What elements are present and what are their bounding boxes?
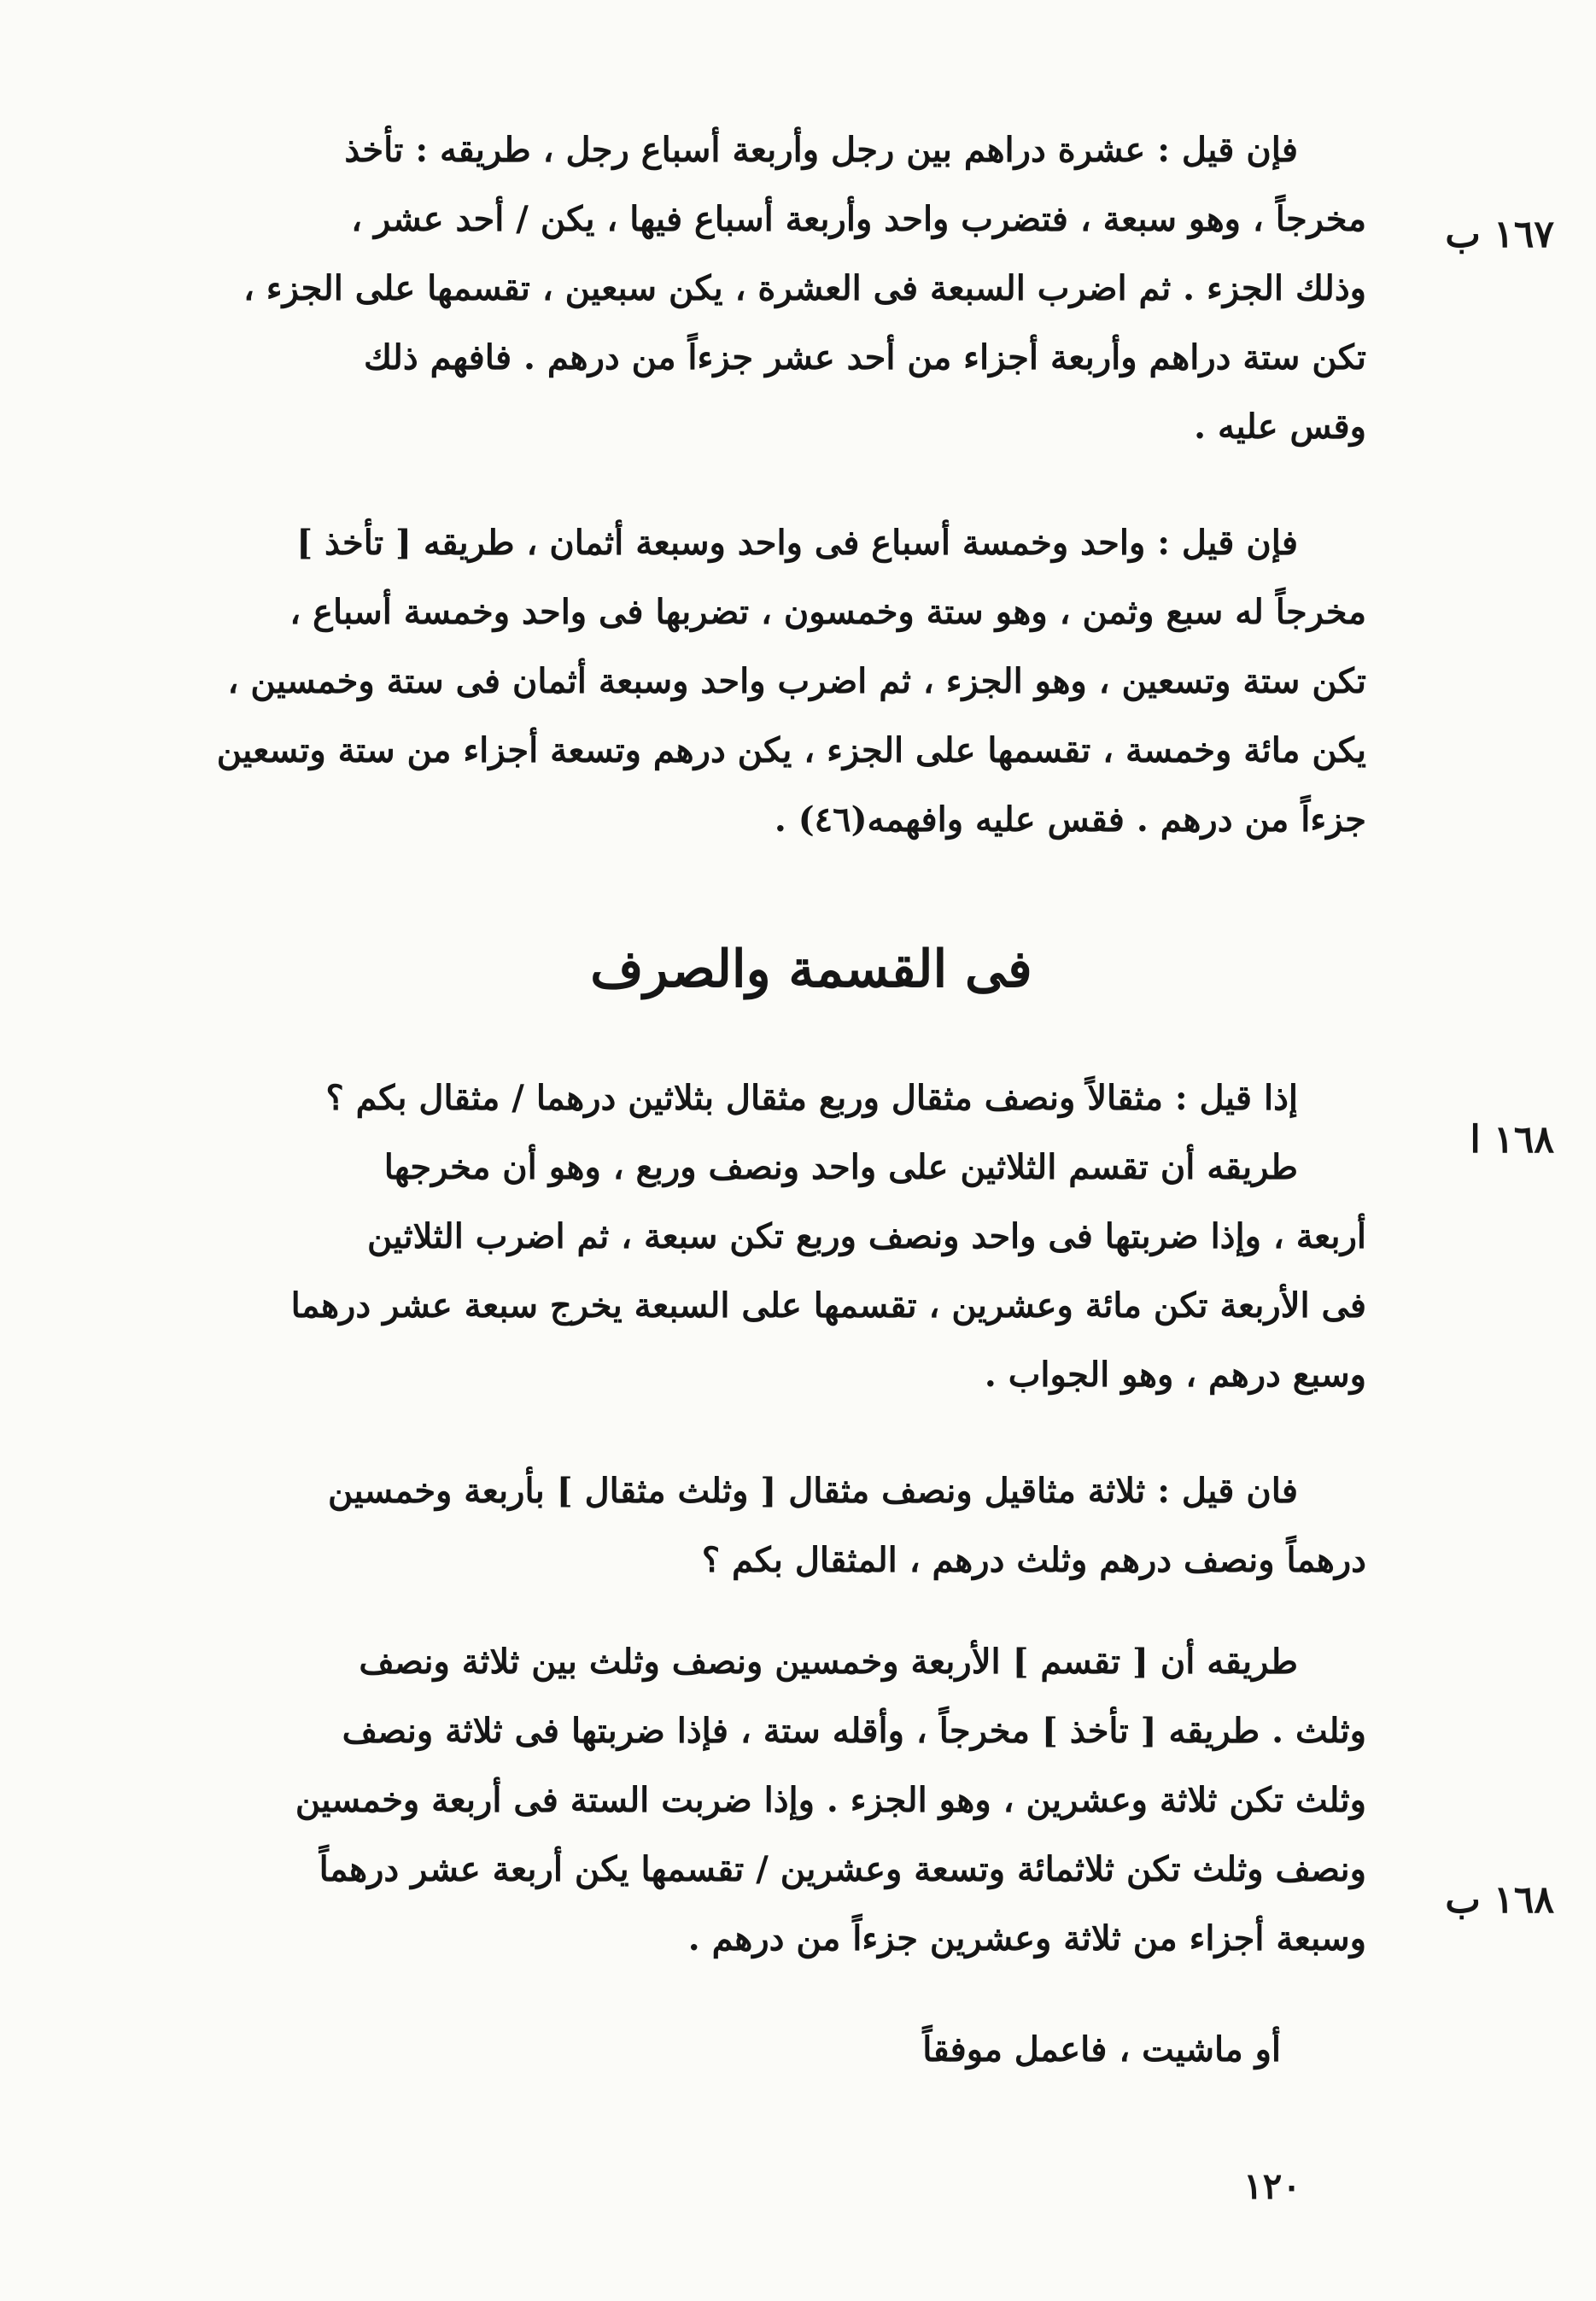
text-line: يكن مائة وخمسة ، تقسمها على الجزء ، يكن درهم وتسعة أجزاء من ستة وتسعين: [216, 730, 1366, 770]
margin-folio-note: ١٦٨ ا: [1470, 1118, 1554, 1162]
text-line: طريقه أن تقسم الثلاثين على واحد ونصف وربع ، وهو أن مخرجها: [383, 1147, 1298, 1187]
text-line: ونصف وثلث تكن ثلاثمائة وتسعة وعشرين / تقسمها يكن أربعة عشر درهماً: [319, 1849, 1366, 1889]
text-line: وثلث تكن ثلاثة وعشرين ، وهو الجزء . وإذا ضربت الستة فى أربعة وخمسين: [295, 1780, 1366, 1820]
text-line: وذلك الجزء . ثم اضرب السبعة فى العشرة ، يكن سبعين ، تقسمها على الجزء ،: [243, 268, 1366, 308]
text-line: فإن قيل : واحد وخمسة أسباع فى واحد وسبعة أثمان ، طريقه [ تأخذ ]: [296, 523, 1298, 563]
text-line: مخرجاً له سبع وثمن ، وهو ستة وخمسون ، تضربها فى واحد وخمسة أسباع ،: [289, 592, 1366, 632]
text-line: وسبع درهم ، وهو الجواب .: [984, 1355, 1366, 1395]
paragraph: [239, 115, 1366, 461]
section-heading: فى القسمة والصرف: [590, 940, 1032, 999]
text-line: مخرجاً ، وهو سبعة ، فتضرب واحد وأربعة أسباع فيها ، يكن / أحد عشر ،: [351, 199, 1366, 239]
paragraph: [239, 1627, 1366, 1973]
margin-folio-note: ١٦٨ ب: [1445, 1878, 1554, 1922]
paragraph: [239, 1063, 1366, 1409]
paragraph: [216, 508, 1366, 854]
text-line: درهماً ونصف درهم وثلث درهم ، المثقال بكم ؟: [701, 1540, 1366, 1580]
text-line: أربعة ، وإذا ضربتها فى واحد ونصف وربع تكن سبعة ، ثم اضرب الثلاثين: [366, 1216, 1366, 1256]
text-line: تكن ستة دراهم وأربعة أجزاء من أحد عشر جزءاً من درهم . فافهم ذلك: [363, 337, 1366, 378]
text-line: تكن ستة وتسعين ، وهو الجزء ، ثم اضرب واحد وسبعة أثمان فى ستة وخمسين ،: [227, 661, 1366, 701]
text-line: إذا قيل : مثقالاً ونصف مثقال وربع مثقال بثلاثين درهما / مثقال بكم ؟: [325, 1078, 1298, 1118]
paragraph: [239, 1456, 1366, 1595]
text-line: طريقه أن [ تقسم ] الأربعة وخمسين ونصف وثلث بين ثلاثة ونصف: [359, 1642, 1298, 1682]
text-line: فى الأربعة تكن مائة وعشرين ، تقسمها على السبعة يخرج سبعة عشر درهما: [290, 1285, 1366, 1326]
text-line: وثلث . طريقه [ تأخذ ] مخرجاً ، وأقله ستة ، فإذا ضربتها فى ثلاثة ونصف: [342, 1711, 1366, 1751]
text-line: وسبعة أجزاء من ثلاثة وعشرين جزءاً من درهم .: [687, 1918, 1366, 1958]
closing-line: أو ماشيت ، فاعمل موفقاً: [922, 2029, 1281, 2070]
text-line: فان قيل : ثلاثة مثاقيل ونصف مثقال [ وثلث مثقال ] بأربعة وخمسين: [328, 1471, 1298, 1511]
text-line: وقس عليه .: [1194, 407, 1366, 447]
page-number: ١٢٠: [1243, 2165, 1301, 2207]
text-line: فإن قيل : عشرة دراهم بين رجل وأربعة أسباع رجل ، طريقه : تأخذ: [344, 130, 1298, 170]
margin-folio-note: ١٦٧ ب: [1445, 213, 1554, 256]
text-line: جزءاً من درهم . فقس عليه وافهمه(٤٦) .: [774, 799, 1366, 840]
